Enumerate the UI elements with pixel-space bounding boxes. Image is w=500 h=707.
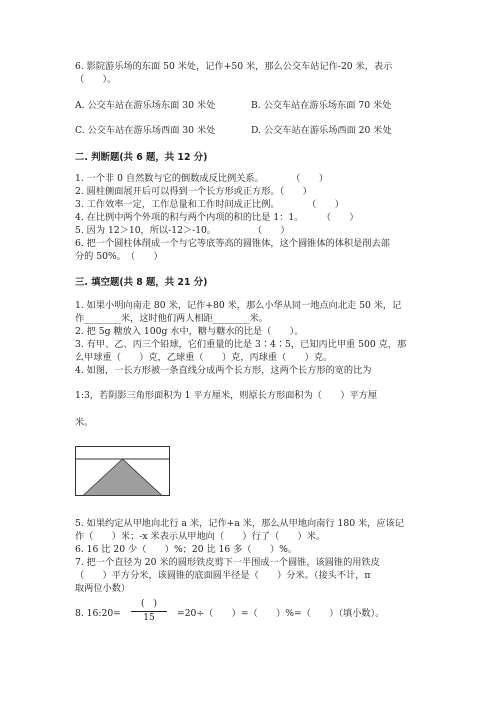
judge-item-3: 3. 工作效率一定，工作总量和工作时间成正比例。 （ ） bbox=[75, 199, 344, 210]
q6-line1: 6. 影院游乐场的东面 50 米处，记作+50 米，那么公交车站记作-20 米，表示 bbox=[75, 61, 393, 72]
fill-q3-line1: 3. 有甲、乙、丙三个铅球，它们重量的比是 3∶4∶5，已知丙比甲重 500 克，那 bbox=[75, 339, 407, 350]
section2-title: 二. 判断题(共 6 题，共 12 分) bbox=[75, 152, 208, 163]
fill-q2: 2. 把 5g 糖放入 100g 水中，糖与糖水的比是（ ）。 bbox=[75, 326, 304, 337]
fill-q6: 6. 16 比 20 少（ ）%；20 比 16 多（ ）%。 bbox=[75, 544, 298, 555]
fill-q5-line2: 作（ ）米；-x 米表示从甲地向（ ）行了（ ）米。 bbox=[75, 531, 326, 542]
fraction-numerator: ( ) bbox=[131, 598, 167, 612]
q6-option-c: C. 公交车站在游乐场西面 30 米处 bbox=[75, 125, 216, 136]
judge-item-6-line2: 分的 50%。 （ ） bbox=[75, 251, 163, 262]
fill-q1 bbox=[75, 299, 435, 377]
fill-q1-line2: 作________米，这时他们两人相距________米。 bbox=[75, 313, 268, 324]
judge-item-2: 2. 圆柱侧面展开后可以得到一个长方形或正方形。（ ） bbox=[75, 186, 312, 197]
judge-item-4: 4. 在比例中两个外项的积与两个内项的积的比是 1：1。 （ ） bbox=[75, 212, 359, 223]
q6-option-b: B. 公交车站在游乐场东面 70 米处 bbox=[251, 100, 392, 111]
fill-q4-line2: 1:3，若阴影三角形面积为 1 平方厘米，则原长方形面积为（ ）平方厘 bbox=[75, 390, 378, 401]
judge-item-5: 5. 因为 12＞10，所以-12＞-10。 （ ） bbox=[75, 225, 290, 236]
fill-q7-line2: （ ）平方分米，该圆锥的底面圆半径是（ ）分米。（接头不计，π bbox=[75, 570, 371, 581]
section2-list bbox=[75, 172, 435, 263]
fraction-denominator: 15 bbox=[143, 613, 155, 624]
fill-q7-line3: 取两位小数） bbox=[75, 583, 131, 594]
q6-stem bbox=[75, 60, 435, 86]
fill-q1-line1: 1. 如果小明向南走 80 米，记作+80 米，那么小华从同一地点向北走 50 米，记 bbox=[75, 300, 402, 311]
q6-option-d: D. 公交车站在游乐场西面 20 米处 bbox=[251, 125, 392, 136]
fill-q8-prefix: 8. 16:20= bbox=[75, 608, 121, 619]
fill-q7-line1: 7. 把一个直径为 20 米的圆形铁皮剪下一半围成一个圆锥，该圆锥的用铁皮 bbox=[75, 557, 380, 568]
fill-q5-line1: 5. 如果约定从甲地向北行 a 米，记作+a 米，那么从甲地向南行 180 米，应该记 bbox=[75, 518, 404, 529]
q6-option-a: A. 公交车站在游乐场东面 30 米处 bbox=[75, 100, 216, 111]
fill-q4-line3: 米。 bbox=[75, 417, 94, 428]
fill-q3-line2: 么甲球重（ ）克，乙球重（ ）克，丙球重（ ）克。 bbox=[75, 352, 333, 363]
rectangle-figure bbox=[75, 446, 170, 496]
judge-item-1: 1. 一个非 0 自然数与它的倒数成反比例关系。 （ ） bbox=[75, 173, 329, 184]
judge-item-6-line1: 6. 把一个圆柱体削成一个与它等底等高的圆锥体，这个圆锥体的体积是削去部 bbox=[75, 238, 390, 249]
fill-q5-q7 bbox=[75, 517, 435, 595]
fill-q8-suffix: =20÷（ ）=（ ）%=（ ）（填小数）。 bbox=[177, 608, 385, 619]
fill-q8-fraction bbox=[131, 598, 167, 625]
fill-q4-line1: 4. 如图，一长方形被一条直线分成两个长方形，这两个长方形的宽的比为 bbox=[75, 365, 372, 376]
q6-line2: （ ）。 bbox=[75, 74, 117, 85]
section3-title: 三. 填空题(共 8 题，共 21 分) bbox=[75, 277, 208, 288]
